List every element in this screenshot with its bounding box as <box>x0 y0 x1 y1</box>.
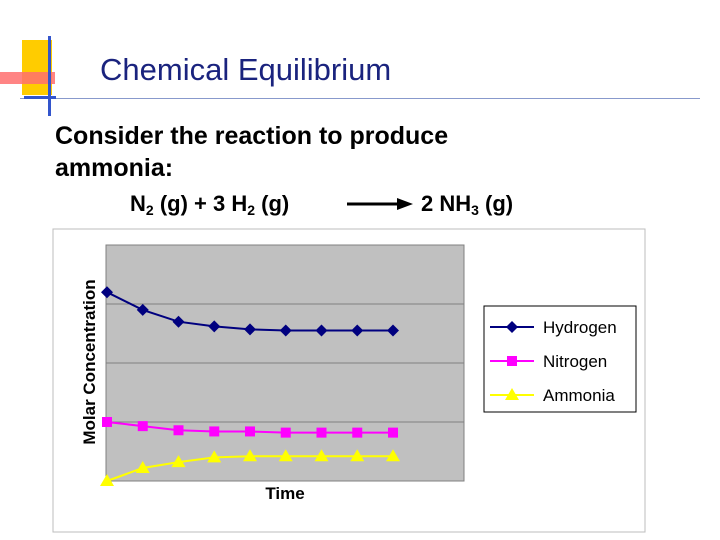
data-point-nitrogen <box>245 426 255 436</box>
legend-label-hydrogen: Hydrogen <box>543 318 617 337</box>
eq-n2-state: (g) + 3 H <box>159 191 248 216</box>
eq-nh3-sub: 3 <box>471 202 479 218</box>
eq-h2-state: (g) <box>261 191 290 216</box>
eq-nh3: 2 NH <box>421 191 472 216</box>
data-point-nitrogen <box>138 421 148 431</box>
legend-marker-nitrogen <box>507 356 517 366</box>
data-point-nitrogen <box>209 426 219 436</box>
y-axis-label: Molar Concentration <box>80 279 99 445</box>
data-point-nitrogen <box>174 425 184 435</box>
body-line-1: Consider the reaction to produce <box>55 122 449 150</box>
x-axis-label: Time <box>265 484 305 503</box>
data-point-nitrogen <box>102 417 112 427</box>
eq-n2: N <box>130 191 146 216</box>
data-point-nitrogen <box>352 428 362 438</box>
data-point-nitrogen <box>281 428 291 438</box>
eq-nh3-state: (g) <box>485 191 514 216</box>
eq-h2-sub: 2 <box>247 202 256 218</box>
data-point-nitrogen <box>317 428 327 438</box>
slide-title: Chemical Equilibrium <box>100 52 392 87</box>
legend-label-nitrogen: Nitrogen <box>543 352 608 371</box>
eq-n2-sub: 2 <box>145 202 154 218</box>
body-line-2: ammonia: <box>55 154 174 182</box>
legend-label-ammonia: Ammonia <box>543 386 615 405</box>
data-point-nitrogen <box>388 428 398 438</box>
